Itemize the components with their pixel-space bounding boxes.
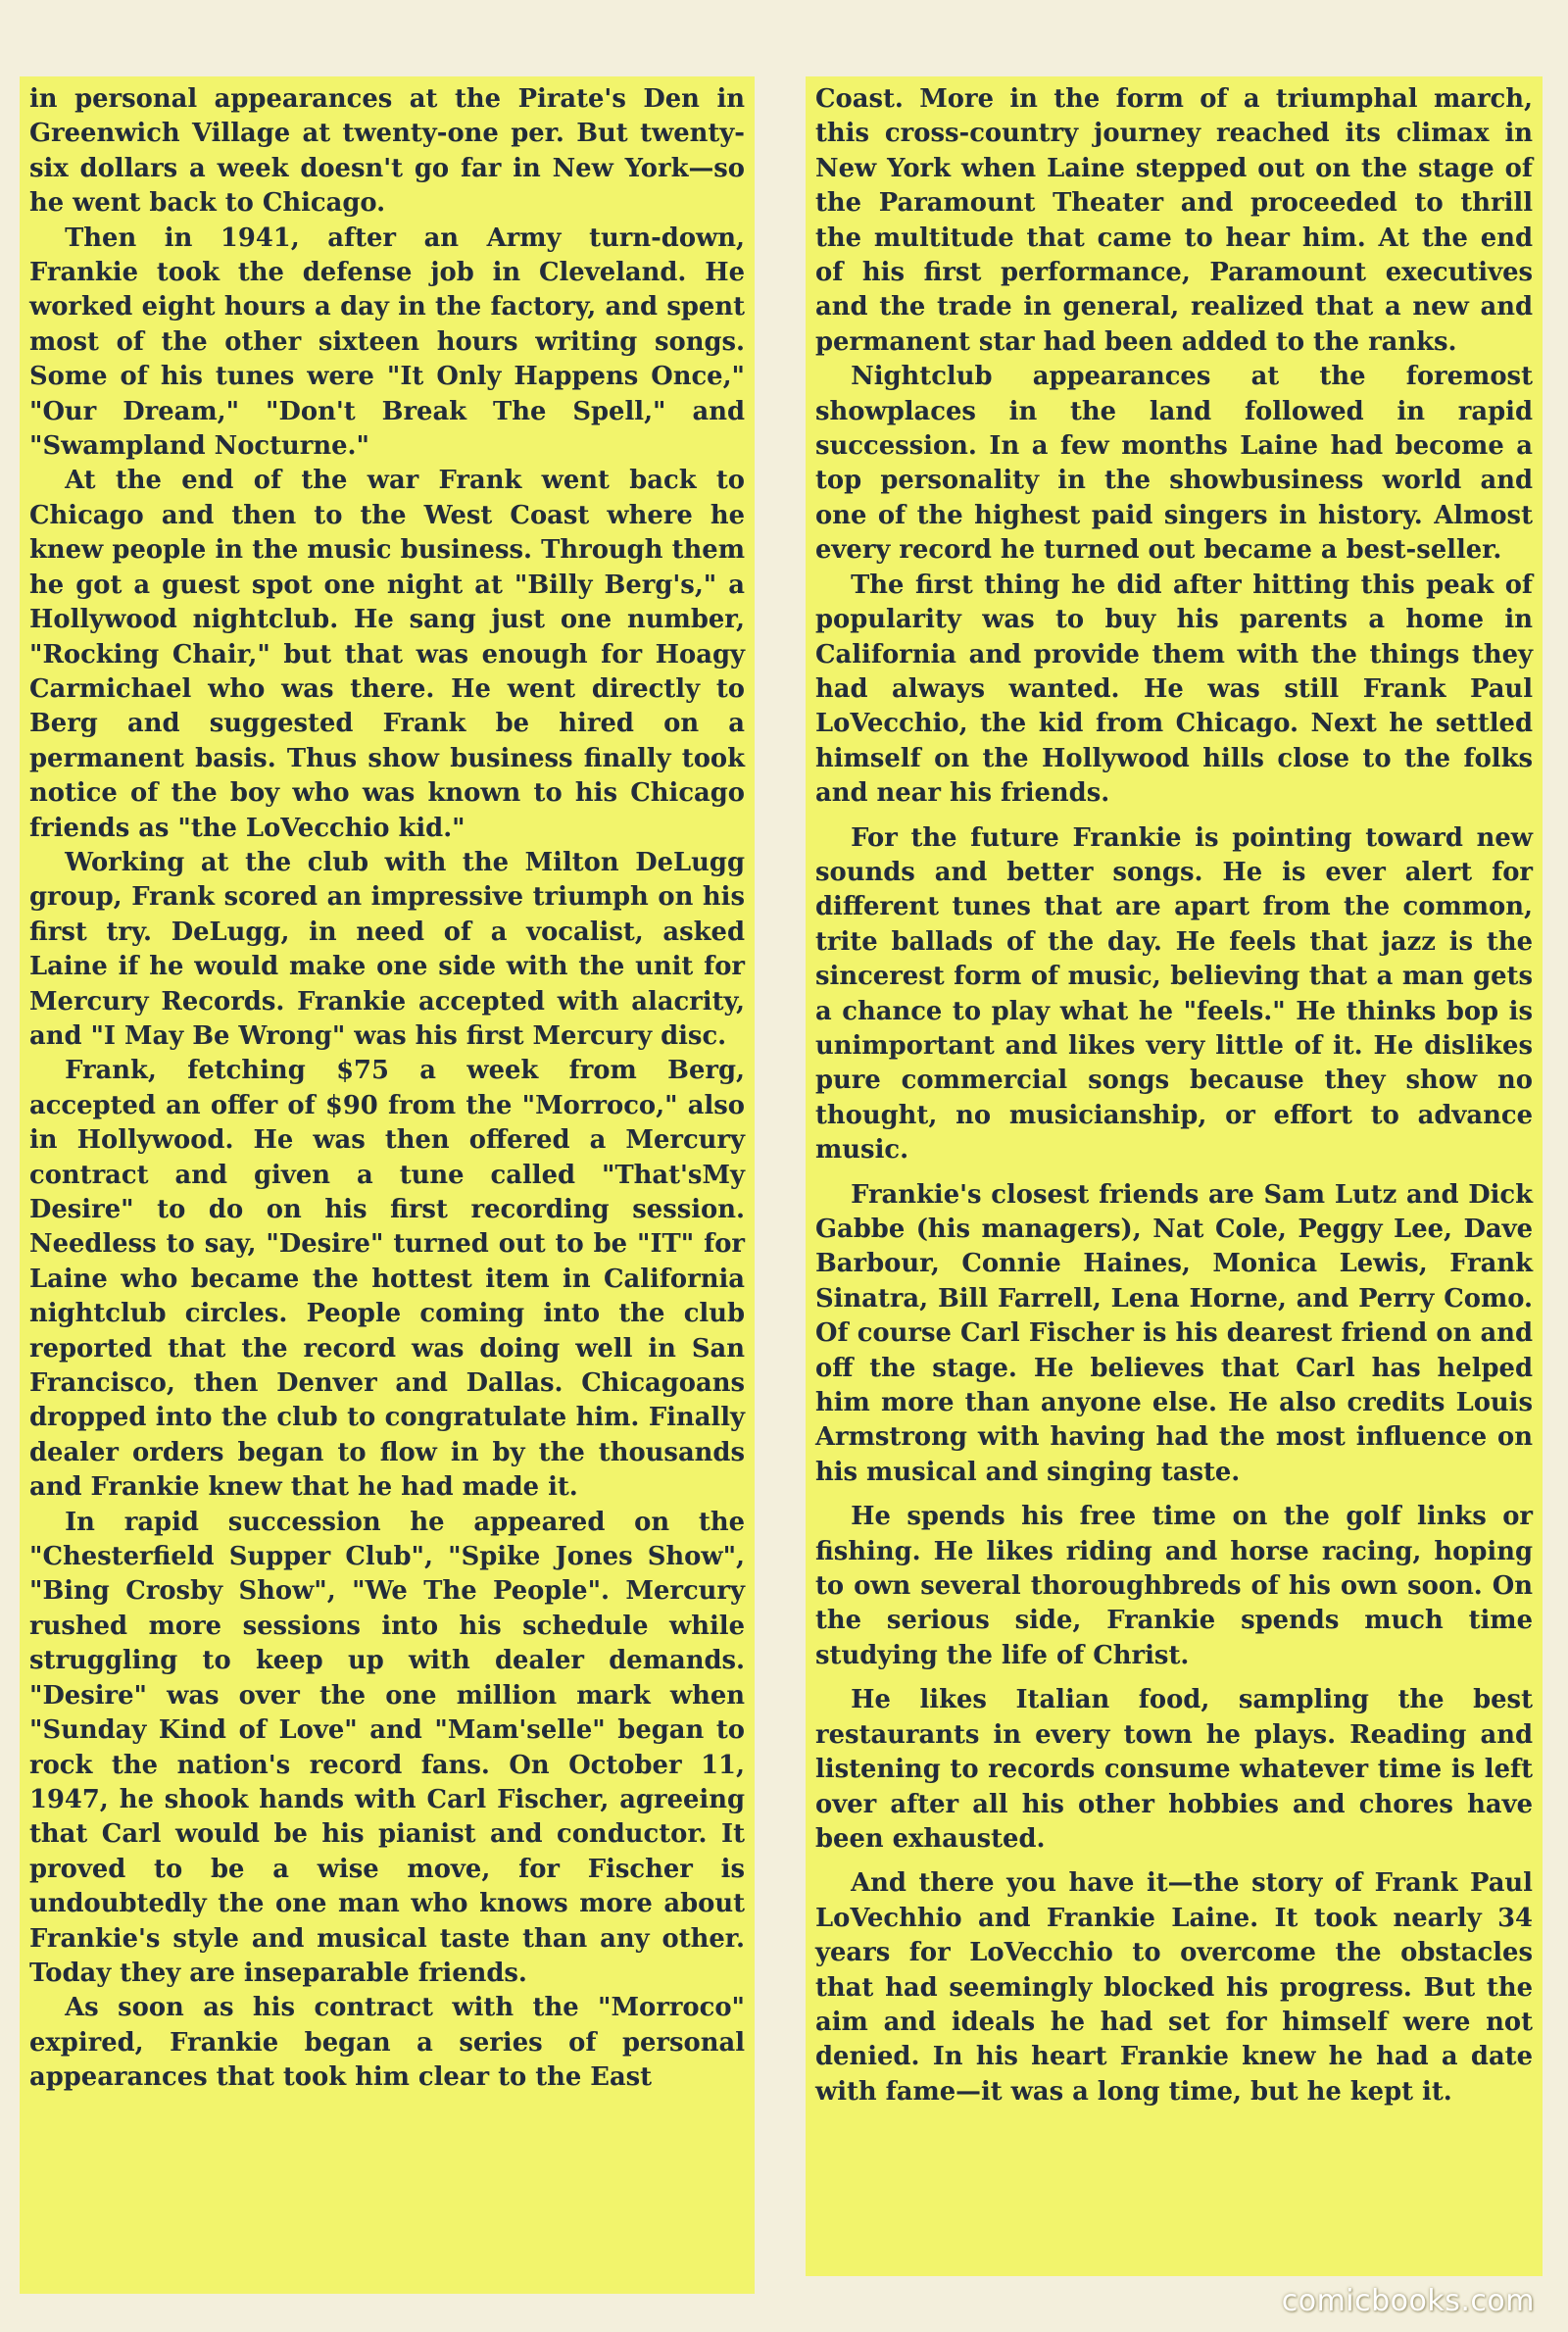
paragraph: Frankie's closest friends are Sam Lutz and Dick Gabbe (his managers), Nat Cole, Peggy Lee, Dave Barbour, Connie Haines, Monica Lewis, Frank Sinatra, Bill Farrell, Lena Horne, and Perry Como. Of course Carl Fischer is his dearest friend on and off the stage. He believes that Carl has helped him more than anyone else. He also credits Louis Armstrong with having had the most influence on his musical and singing taste. [815,1179,1533,1487]
paragraph: Working at the club with the Milton DeLugg group, Frank scored an impressive triumph on his first try. DeLugg, in need of a vocalist, asked Laine if he would make one side with the unit for Mercury Records. Frankie accepted with alacrity, and "I May Be Wrong" was his first Mercury disc. [29,847,745,1051]
paragraph: Coast. More in the form of a triumphal march, this cross-country journey reached its climax in New York when Laine stepped out on the stage of the Paramount Theater and proceeded to thrill the multitude that came to hear him. At the end of his first performance, Paramount executives and the trade in general, realized that a new and permanent star had been added to the ranks. [815,84,1533,357]
paragraph: Then in 1941, after an Army turn-down, Frankie took the defense job in Cleveland. He worked eight hours a day in the factory, and spent most of the other sixteen hours writing songs. Some of his tunes were "It Only Happens Once," "Our Dream," "Don't Break The Spell," and "Swampland Nocturne." [29,223,745,462]
paragraph: He likes Italian food, sampling the best restaurants in every town he plays. Reading and listening to records consume whatever time is left over after all his other hobbies and chores have been exhausted. [815,1685,1533,1854]
paragraph: The first thing he did after hitting this peak of popularity was to buy his parents a home in California and provide them with the things they had always wanted. He was still Frank Paul LoVecchio, the kid from Chicago. Next he settled himself on the Hollywood hills close to the folks and near his friends. [815,570,1533,809]
left-column [20,76,755,2294]
paragraph: At the end of the war Frank went back to Chicago and then to the West Coast where he knew people in the music business. Through them he got a guest spot one night at "Billy Berg's," a Hollywood nightclub. He sang just one number, "Rocking Chair," but that was enough for Hoagy Carmichael who was there. He went directly to Berg and suggested Frank be hired on a permanent basis. Thus show business finally took notice of the boy who was known to his Chicago friends as "the LoVecchio kid." [29,466,745,843]
site-watermark: comicbooks.com [1281,2284,1535,2318]
right-column [806,76,1543,2276]
paragraph: He spends his free time on the golf links or fishing. He likes riding and horse racing, hoping to own several thoroughbreds of his own soon. On the serious side, Frankie spends much time studying the life of Christ. [815,1502,1533,1670]
paragraph: Frank, fetching $75 a week from Berg, accepted an offer of $90 from the "Morroco," also in Hollywood. He was then offered a Mercury contract and given a tune called "That'sMy Desire" to do on his first recording session. Needless to say, "Desire" turned out to be "IT" for Laine who became the hottest item in California nightclub circles. People coming into the club reported that the record was doing well in San Francisco, then Denver and Dallas. Chicagoans dropped into the club to congratulate him. Finally dealer orders began to flow in by the thousands and Frankie knew that he had made it. [29,1056,745,1503]
paragraph: As soon as his contract with the "Morroco" expired, Frankie began a series of personal appearances that took him clear to the East [29,1993,745,2093]
paragraph: Nightclub appearances at the foremost showplaces in the land followed in rapid succession. In a few months Laine had become a top personality in the showbusiness world and one of the highest paid singers in history. Almost every record he turned out became a best-seller. [815,362,1533,566]
paragraph: In rapid succession he appeared on the "Chesterfield Supper Club", "Spike Jones Show", "Bing Crosby Show", "We The People". Mercury rushed more sessions into his schedule while struggling to keep up with dealer demands. "Desire" was over the one million mark when "Sunday Kind of Love" and "Mam'selle" began to rock the nation's record fans. On October 11, 1947, he shook hands with Carl Fischer, agreeing that Carl would be his pianist and conductor. It proved to be a wise move, for Fischer is undoubtedly the one man who knows more about Frankie's style and musical taste than any other. Today they are inseparable friends. [29,1507,745,1988]
paragraph: And there you have it—the story of Frank Paul LoVechhio and Frankie Laine. It took nearly 34 years for LoVecchio to overcome the obstacles that had seemingly blocked his progress. But the aim and ideals he had set for himself were not denied. In his heart Frankie knew he had a date with fame—it was a long time, but he kept it. [815,1868,1533,2107]
paragraph: in personal appearances at the Pirate's Den in Greenwich Village at twenty-one per. But twenty-six dollars a week doesn't go far in New York—so he went back to Chicago. [29,84,745,219]
paragraph: For the future Frankie is pointing toward new sounds and better songs. He is ever alert for different tunes that are apart from the common, trite ballads of the day. He feels that jazz is the sincerest form of music, believing that a man gets a chance to play what he "feels." He thinks bop is unimportant and likes very little of it. He dislikes pure commercial songs because they show no thought, no musicianship, or effort to advance music. [815,822,1533,1166]
